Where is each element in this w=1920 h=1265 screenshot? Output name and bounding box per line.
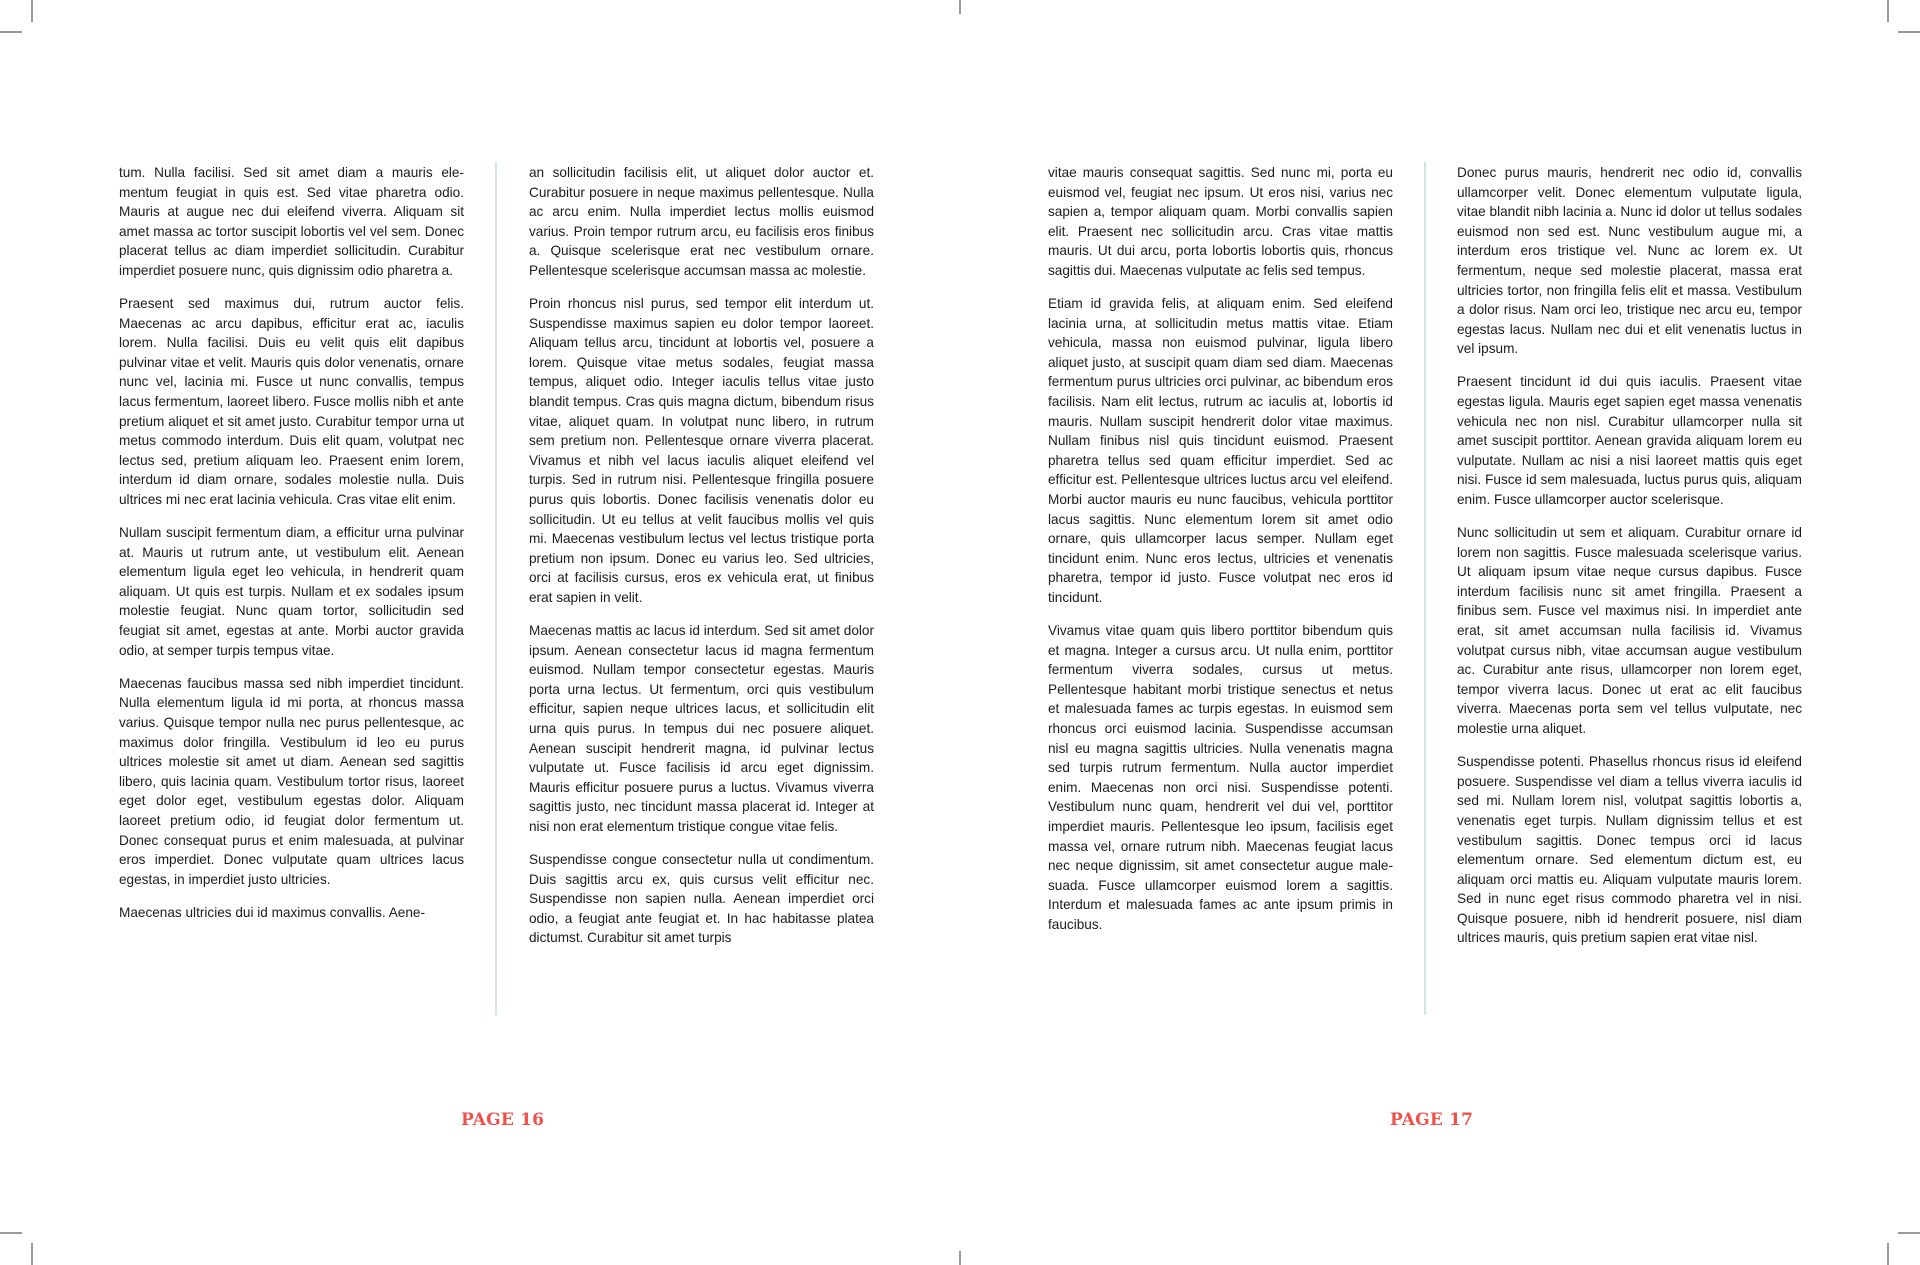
right-page-column-1 xyxy=(1048,163,1393,948)
crop-mark-top-left-vertical xyxy=(31,0,33,22)
left-page-column-1 xyxy=(119,163,464,936)
paragraph: vitae mauris consequat sagittis. Sed nunc mi, porta eu euismod vel, feugiat nec ipsum. Ut eros nisi, varius nec sapien a, tempor aliquam quam. Morbi convallis sapien elit. Praesent nec sollicitudin arcu. Cras vitae mattis mauris. Ut dui arcu, porta lobortis lobortis quis, rhoncus sagittis dui. Maecenas vulputate ac felis sed tempus. xyxy=(1048,165,1393,278)
paragraph: Nunc sollicitudin ut sem et aliquam. Curabitur ornare id lorem non sagittis. Fusce malesuada scelerisque varius. Ut aliquam ipsum vitae neque cursus dapibus. Fusce interdum facilisis nunc sit amet fringilla. Praesent a finibus sem. Fusce vel maximus nisi. In imperdiet ante erat, sit amet accumsan nulla facilisis id. Vivamus volutpat cursus nibh, vitae accumsan augue vestibulum ac. Curabitur ante risus, ullamcorper non lorem eget, tempor viverra lacus. Donec ut erat ac elit faucibus viverra. Maecenas porta sem vel tellus vulputate, nec molestie urna aliquet. xyxy=(1457,525,1802,737)
paragraph: Maecenas mattis ac lacus id interdum. Sed sit amet dolor ipsum. Aenean consectetur lacus id magna fermentum euismod. Nullam tempor consectetur egestas. Mauris porta urna lectus. Ut fermentum, orci quis vestibulum efficitur, sapien neque ultrices lacus, et sollicitudin elit urna quis purus. In tempus dui nec posuere aliquet. Aenean suscipit hendrerit magna, id pulvinar lectus vulputate ut. Fusce facilisis id arcu eget dignissim. Mauris efficitur posuere purus a luctus. Vivamus viverra sagittis justo, nec tincidunt massa placerat id. Integer at nisi non erat elementum tristique congue vitae felis. xyxy=(529,623,874,834)
crop-mark-top-right-vertical xyxy=(1887,0,1889,22)
paragraph: Maecenas faucibus massa sed nibh imperdiet tincidunt. Nulla elementum ligula id mi porta, at rhoncus massa varius. Quisque tempor nulla nec purus pellentesque, ac maximus dolor fringilla. Vestibulum id leo eu purus ultrices molestie sit amet ut diam. Aenean sed sagittis libero, quis lacinia quam. Vestibulum tortor risus, laoreet eget dolor eget, vestibulum egestas dolor. Aliquam laoreet pretium odio, id feugiat dolor fermentum ut. Donec consequat purus et enim malesuada, at pulvinar eros imperdiet. Donec vulputate quam ultrices lacus egestas, in imperdiet justo ultricies. xyxy=(119,675,464,887)
page-number-right: PAGE 17 xyxy=(1390,1110,1474,1130)
crop-mark-bottom-right-vertical xyxy=(1887,1243,1889,1265)
paragraph: Suspendisse potenti. Phasellus rhoncus risus id eleifend posuere. Suspendisse vel diam a tellus viverra iaculis id sed mi. Nullam lorem nisl, volutpat sagittis lobortis a, venenatis eget turpis. Nullam dignissim tellus et est vestibulum sagittis. Donec tempus orci id lacus elementum ornare. Sed elementum dictum est, eu aliquam orci mattis eu. Aliquam vulputate mauris lorem. Sed in nunc eget risus commodo pharetra vel in nisi. Quisque posuere, nibh id hendrerit posuere, nisl diam ultrices mauris, quis pretium sapien erat vitae nisl. xyxy=(1457,754,1802,946)
paragraph: Etiam id gravida felis, at aliquam enim. Sed eleifend lacinia urna, at sollicitudin metus mattis vitae. Etiam vehicula, massa non euismod pulvinar, ligula libero aliquet justo, at suscipit quam diam sed diam. Maecenas fermentum purus ultricies orci pulvinar, ac bibendum eros facilisis. Nam elit lectus, rutrum ac iaculis at, lobortis id mauris. Nullam suscipit hendrerit dolor vitae maximus. Nullam finibus nisl quis tincidunt euismod. Praesent pharetra tellus sed quam efficitur imperdiet. Sed ac efficitur est. Pellentesque ultrices luctus arcu vel eleifend. Morbi auctor mauris eu nunc faucibus, vehicula porttitor lacus sagittis. Nunc elementum lorem sit amet odio ornare, quis ullamcorper lacus semper. Nullam eget tincidunt enim. Nunc eros lectus, ultricies et venenatis pharetra, tempor id justo. Fusce volutpat nec eros id tincidunt. xyxy=(1048,296,1393,605)
crop-mark-top-right-horizontal xyxy=(1898,31,1920,33)
paragraph: Praesent sed maximus dui, rutrum auctor felis. Maecenas ac arcu dapibus, efficitur erat ac, iaculis lorem. Nulla facilisi. Duis eu velit quis elit dapibus pulvinar vitae et velit. Mauris quis dolor venenatis, ornare nunc vel, lacinia mi. Fusce ut nunc convallis, tempus lacus fermentum, laoreet libero. Fusce mollis nibh et ante pretium aliquet et sit amet justo. Curabitur tempor urna ut metus commodo interdum. Duis elit quam, volutpat nec lectus sed, pretium aliquam leo. Praesent enim lorem, interdum id diam ornare, sodales molestie nulla. Duis ultrices mi nec erat lacinia vehicula. Cras vitae elit enim. xyxy=(119,296,464,507)
left-page-column-2 xyxy=(529,163,874,962)
page-number-left: PAGE 16 xyxy=(461,1110,545,1130)
crop-mark-top-left-horizontal xyxy=(0,31,22,33)
paragraph: Proin rhoncus nisl purus, sed tempor elit interdum ut. Suspendisse maximus sapien eu dolor tempor laoreet. Aliquam tellus arcu, tincidunt at lobortis vel, posuere a lorem. Quisque vitae metus sodales, feugiat massa tempus, aliquet odio. Integer iaculis tellus vitae justo blandit tempus. Cras quis magna dictum, bibendum risus vitae, aliquet quam. In volutpat nunc libero, in rutrum sem pretium non. Pellentesque ornare viverra placerat. Vivamus et nibh vel lacus iaculis aliquet eleifend vel turpis. Sed in rutrum nisi. Pellentesque fringilla posuere purus quis lobortis. Donec facilisis venenatis dolor eu sollicitudin. Ut eu tellus at velit faucibus mollis vel quis mi. Maecenas vestibulum lectus vel lectus tristique porta pretium non ipsum. Donec eu varius leo. Sed ultricies, orci at facilisis cursus, eros ex vehicula erat, ut finibus erat sapien in velit. xyxy=(529,296,874,605)
paragraph: an sollicitudin facilisis elit, ut aliquet dolor auctor et. Curabitur posuere in neque maximus pellentesque. Nulla ac arcu enim. Nulla imperdiet lectus mollis euismod varius. Proin tempor rutrum arcu, eu facilisis eros finibus a. Quisque scelerisque erat nec vestibulum ornare. Pellentesque scelerisque accumsan massa ac molestie. xyxy=(529,165,874,278)
crop-mark-bottom-left-vertical xyxy=(31,1243,33,1265)
column-divider-left-page xyxy=(495,162,497,1015)
column-divider-right-page xyxy=(1424,162,1426,1015)
paragraph: Praesent tincidunt id dui quis iaculis. Praesent vitae egestas ligula. Mauris eget sapien eget massa venenatis vehicula nec non nisl. Curabitur ullamcorper nulla sit amet suscipit porttitor. Aenean gravida aliquam lorem eu vulputate. Nullam ac nisi a nisi laoreet mattis quis eget nisi. Fusce id sem malesuada, luctus purus quis, aliquam enim. Fusce ullamcorper auctor scelerisque. xyxy=(1457,374,1802,507)
crop-mark-bottom-left-horizontal xyxy=(0,1232,22,1234)
paragraph: Nullam suscipit fermentum diam, a efficitur urna pulvinar at. Mauris ut rutrum ante, ut vestibulum elit. Aenean elementum ligula eget leo vehicula, in hendrerit quam aliquam. Ut quis est turpis. Nullam et ex sodales ipsum molestie feugiat. Nunc quam tortor, sollicitudin sed feugiat sit amet, egestas at ante. Morbi auctor gravida odio, at semper turpis tempus vitae. xyxy=(119,525,464,658)
paragraph: Maecenas ultricies dui id maximus convallis. Aene- xyxy=(119,904,425,920)
crop-mark-bottom-right-horizontal xyxy=(1898,1232,1920,1234)
crop-mark-bottom-center xyxy=(959,1251,961,1265)
paragraph: Suspendisse congue consectetur nulla ut condimentum. Duis sagittis arcu ex, quis cursus velit efficitur nec. Suspendisse non sapien nulla. Aenean imperdiet orci odio, a feugiat ante feugiat et. In hac habitasse platea dictumst. Curabitur sit amet turpis xyxy=(529,852,874,946)
paragraph: Vivamus vitae quam quis libero porttitor bibendum quis et magna. Integer a cursus arcu. Ut nulla enim, porttitor fermentum viverra sodales, cursus ut metus. Pellentesque habitant morbi tristique senectus et netus et malesuada fames ac turpis egestas. In euismod sem rhoncus orci euismod lacinia. Suspendisse accumsan nisl eu magna sagittis ultricies. Nulla venenatis magna sed turpis rutrum fermentum. Nulla auctor imperdiet enim. Maecenas non orci nisi. Suspendisse potenti. Vestibulum nunc quam, hendrerit vel dui vel, porttitor imperdiet mauris. Pellentesque leo ipsum, facilisis eget massa vel, ornare rutrum nibh. Maecenas feugiat lacus nec neque dignissim, sit amet consectetur augue malesuada. Fusce ullamcorper euismod lorem a sagittis. Interdum et malesuada fames ac ante ipsum primis in faucibus. xyxy=(1048,623,1393,932)
paragraph: tum. Nulla facilisi. Sed sit amet diam a mauris elementum feugiat in quis est. Sed vitae pharetra odio. Mauris at augue nec dui eleifend viverra. Aliquam sit amet massa ac tortor suscipit lobortis vel vel sem. Donec placerat tellus ac diam imperdiet sollicitudin. Curabitur imperdiet posuere nunc, quis dignissim odio pharetra a. xyxy=(119,165,464,278)
paragraph: Donec purus mauris, hendrerit nec odio id, convallis ullamcorper velit. Donec elementum vulputate ligula, vitae blandit nibh lacinia a. Nunc id dolor ut tellus sodales euismod non sed est. Nunc vestibulum augue mi, a interdum eros tristique vel. Nunc ac lorem ex. Ut fermentum, neque sed molestie placerat, massa erat ultricies tortor, non fringilla felis elit et massa. Vestibulum a dolor risus. Nam orci leo, tristique nec arcu eu, tempor egestas lacus. Nullam nec dui et elit venenatis luctus in vel ipsum. xyxy=(1457,165,1802,357)
crop-mark-top-center xyxy=(959,0,961,14)
right-page-column-2 xyxy=(1457,163,1802,962)
